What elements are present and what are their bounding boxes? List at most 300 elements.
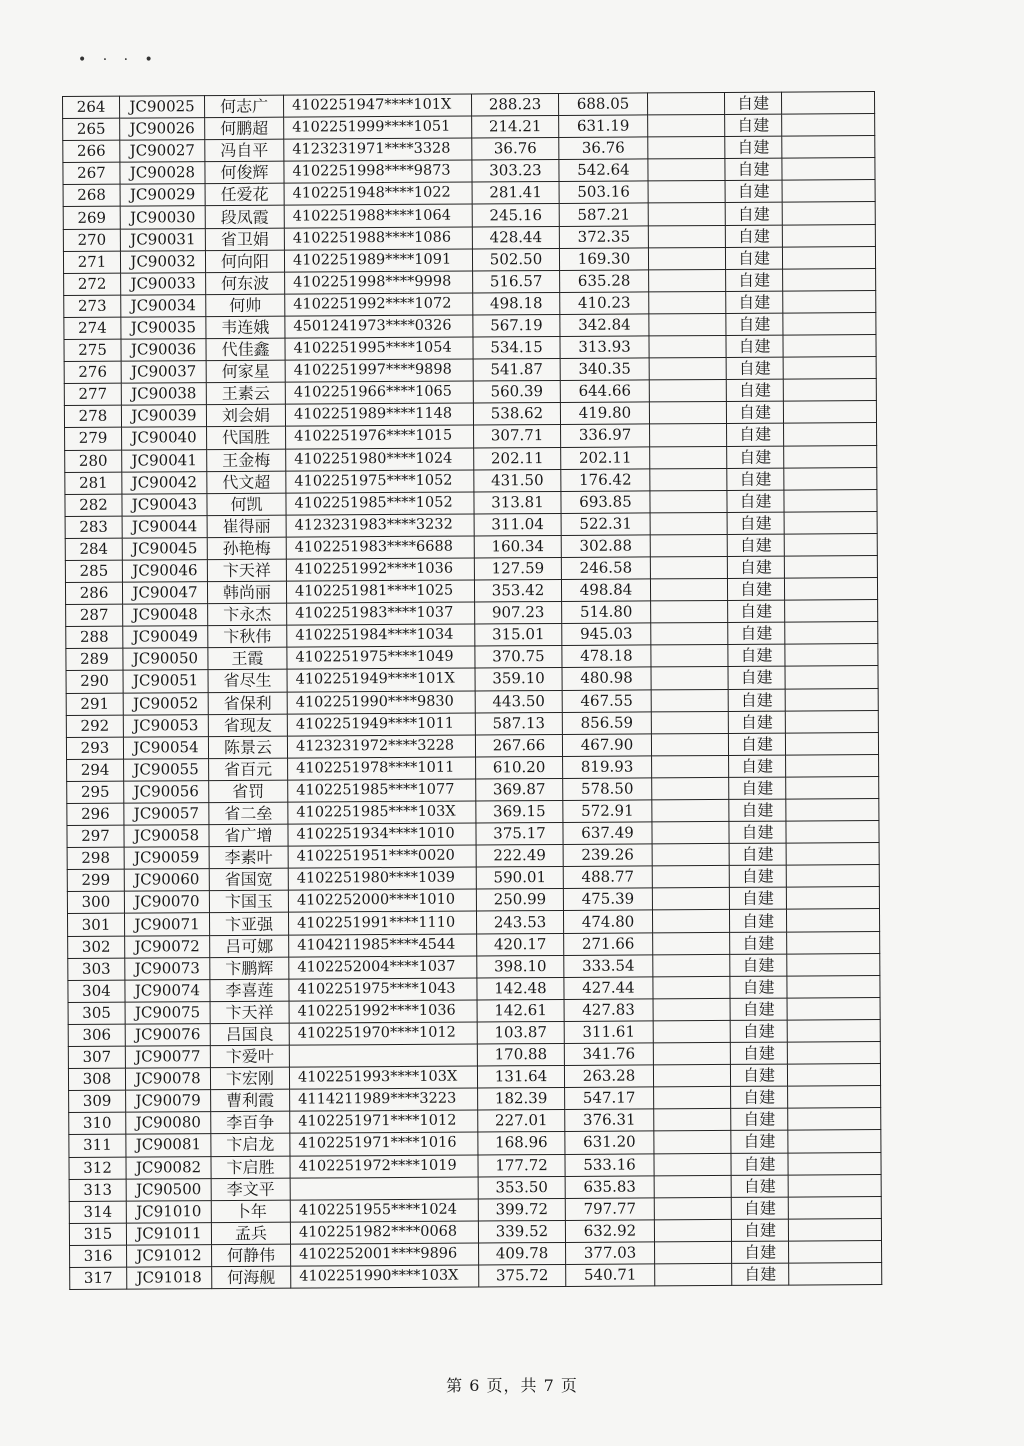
id-number: 4102251983****6688 — [286, 536, 474, 559]
total-value: 856.59 — [562, 712, 651, 735]
person-name: 省尽生 — [208, 670, 287, 693]
blank-cell — [650, 534, 727, 557]
total-value: 311.61 — [564, 1021, 653, 1044]
person-name: 省现友 — [208, 714, 287, 737]
area-value: 369.15 — [476, 800, 563, 823]
area-value: 131.64 — [477, 1066, 564, 1089]
total-value: 635.28 — [560, 270, 649, 293]
blank-cell — [649, 335, 726, 358]
total-value: 540.71 — [566, 1264, 655, 1287]
row-number: 270 — [63, 229, 120, 251]
blank-cell-end — [786, 821, 879, 844]
area-value: 353.42 — [474, 580, 561, 603]
household-code: JC91012 — [127, 1244, 212, 1267]
area-value: 516.57 — [473, 270, 560, 293]
person-name: 卞启胜 — [211, 1156, 290, 1179]
ledger-table — [62, 91, 882, 1290]
row-number: 271 — [63, 251, 120, 273]
blank-cell-end — [785, 666, 878, 689]
build-type: 自建 — [725, 158, 782, 180]
total-value: 372.35 — [559, 225, 648, 248]
person-name: 刘会娟 — [206, 404, 285, 427]
row-number: 299 — [67, 869, 124, 891]
row-number: 308 — [68, 1068, 125, 1090]
total-value: 637.49 — [563, 822, 652, 845]
blank-cell-end — [789, 1240, 882, 1263]
blank-cell — [652, 866, 729, 889]
row-number: 315 — [69, 1223, 126, 1245]
area-value: 399.72 — [478, 1198, 565, 1221]
household-code: JC90071 — [124, 913, 209, 936]
build-type: 自建 — [726, 357, 783, 379]
blank-cell — [654, 1219, 731, 1242]
row-number: 311 — [69, 1135, 126, 1157]
total-value: 819.93 — [563, 756, 652, 779]
person-name: 省卫娟 — [205, 228, 284, 251]
row-number: 302 — [68, 936, 125, 958]
id-number: 4102251951****0020 — [288, 845, 476, 868]
person-name: 省广增 — [209, 824, 288, 847]
total-value: 169.30 — [559, 248, 648, 271]
id-number: 4102251985****1077 — [288, 779, 476, 802]
blank-cell — [650, 468, 727, 491]
blank-cell — [648, 247, 725, 270]
person-name: 任爱花 — [205, 184, 284, 207]
blank-cell — [653, 998, 730, 1021]
blank-cell — [652, 755, 729, 778]
blank-cell-end — [782, 246, 875, 269]
total-value: 342.84 — [560, 314, 649, 337]
blank-cell — [651, 667, 728, 690]
blank-cell-end — [784, 445, 877, 468]
blank-cell-end — [785, 710, 878, 733]
build-type: 自建 — [725, 225, 782, 247]
area-value: 534.15 — [473, 336, 560, 359]
row-number: 310 — [69, 1112, 126, 1134]
blank-cell-end — [787, 953, 880, 976]
row-number: 291 — [66, 693, 123, 715]
blank-cell — [650, 446, 727, 469]
blank-cell — [652, 888, 729, 911]
household-code: JC90047 — [122, 582, 207, 605]
row-number: 313 — [69, 1179, 126, 1201]
row-number: 283 — [65, 516, 122, 538]
total-value: 480.98 — [562, 667, 651, 690]
build-type: 自建 — [730, 954, 787, 976]
person-name: 吕可娜 — [210, 935, 289, 958]
blank-cell-end — [785, 688, 878, 711]
row-number: 265 — [63, 118, 120, 140]
total-value: 427.44 — [564, 977, 653, 1000]
scan-marks: • · · • — [78, 52, 159, 68]
area-value: 420.17 — [477, 933, 564, 956]
household-code: JC90042 — [122, 471, 207, 494]
row-number: 312 — [69, 1157, 126, 1179]
person-name: 韩尚丽 — [207, 581, 286, 604]
area-value: 182.39 — [478, 1088, 565, 1111]
id-number: 4102251997****9898 — [285, 359, 473, 382]
blank-cell-end — [785, 600, 878, 623]
blank-cell-end — [782, 136, 875, 159]
household-code: JC90060 — [124, 869, 209, 892]
person-name: 卞宏刚 — [210, 1067, 289, 1090]
row-number: 307 — [68, 1046, 125, 1068]
id-number: 4102251990****103X — [291, 1265, 479, 1288]
build-type: 自建 — [728, 622, 785, 644]
blank-cell-end — [783, 312, 876, 335]
row-number: 282 — [65, 494, 122, 516]
household-code: JC90075 — [125, 1001, 210, 1024]
person-name: 卞秋伟 — [208, 625, 287, 648]
total-value: 341.76 — [564, 1043, 653, 1066]
blank-cell-end — [788, 1196, 881, 1219]
id-number: 4102251992****1036 — [289, 1000, 477, 1023]
blank-cell-end — [787, 975, 880, 998]
blank-cell-end — [781, 92, 874, 115]
blank-cell — [655, 1263, 732, 1286]
person-name: 何俊辉 — [205, 161, 284, 184]
build-type: 自建 — [726, 401, 783, 423]
blank-cell-end — [784, 423, 877, 446]
blank-cell — [650, 424, 727, 447]
area-value: 170.88 — [477, 1043, 564, 1066]
area-value: 222.49 — [476, 845, 563, 868]
row-number: 304 — [68, 980, 125, 1002]
row-number: 275 — [64, 339, 121, 361]
id-number: 4102251991****1110 — [288, 911, 476, 934]
person-name: 吕国良 — [210, 1023, 289, 1046]
person-name: 卜年 — [211, 1200, 290, 1223]
area-value: 538.62 — [473, 403, 560, 426]
person-name: 卞永杰 — [208, 603, 287, 626]
blank-cell-end — [782, 158, 875, 181]
household-code: JC90026 — [120, 118, 205, 141]
blank-cell-end — [785, 732, 878, 755]
build-type: 自建 — [730, 976, 787, 998]
blank-cell — [650, 512, 727, 535]
build-type: 自建 — [730, 998, 787, 1020]
blank-cell — [651, 689, 728, 712]
blank-cell — [648, 181, 725, 204]
blank-cell — [653, 1065, 730, 1088]
total-value: 246.58 — [561, 557, 650, 580]
row-number: 293 — [66, 737, 123, 759]
blank-cell — [655, 1241, 732, 1264]
total-value: 631.19 — [559, 115, 648, 138]
build-type: 自建 — [728, 733, 785, 755]
blank-cell — [654, 1109, 731, 1132]
build-type: 自建 — [729, 821, 786, 843]
blank-cell-end — [782, 180, 875, 203]
total-value: 631.20 — [565, 1131, 654, 1154]
person-name: 韦连娥 — [206, 316, 285, 339]
row-number: 295 — [67, 781, 124, 803]
area-value: 907.23 — [475, 602, 562, 625]
blank-cell — [653, 954, 730, 977]
row-number: 267 — [63, 162, 120, 184]
blank-cell — [648, 137, 725, 160]
id-number: 4102251934****1010 — [288, 823, 476, 846]
total-value: 202.11 — [561, 446, 650, 469]
row-number: 266 — [63, 140, 120, 162]
total-value: 376.31 — [565, 1109, 654, 1132]
build-type: 自建 — [729, 865, 786, 887]
household-code: JC90077 — [125, 1046, 210, 1069]
blank-cell — [653, 976, 730, 999]
row-number: 273 — [64, 295, 121, 317]
total-value: 693.85 — [561, 491, 650, 514]
total-value: 688.05 — [558, 93, 647, 116]
id-number: 4102251971****1012 — [290, 1110, 478, 1133]
area-value: 567.19 — [473, 314, 560, 337]
build-type: 自建 — [731, 1108, 788, 1130]
total-value: 333.54 — [564, 955, 653, 978]
row-number: 284 — [65, 538, 122, 560]
household-code: JC90078 — [125, 1068, 210, 1091]
area-value: 428.44 — [472, 226, 559, 249]
area-value: 142.61 — [477, 999, 564, 1022]
household-code: JC90051 — [123, 670, 208, 693]
blank-cell — [649, 313, 726, 336]
build-type: 自建 — [727, 446, 784, 468]
area-value: 431.50 — [474, 469, 561, 492]
area-value: 250.99 — [476, 889, 563, 912]
area-value: 160.34 — [474, 535, 561, 558]
blank-cell-end — [784, 511, 877, 534]
total-value: 547.17 — [565, 1087, 654, 1110]
row-number: 269 — [63, 207, 120, 229]
blank-cell-end — [783, 379, 876, 402]
id-number: 4102251966****1065 — [285, 381, 473, 404]
person-name: 何志广 — [205, 95, 284, 118]
household-code: JC91011 — [126, 1222, 211, 1245]
id-number: 4102251975****1052 — [286, 470, 474, 493]
blank-cell-end — [784, 578, 877, 601]
person-name: 李百争 — [211, 1111, 290, 1134]
household-code: JC90500 — [126, 1178, 211, 1201]
id-number: 4102251992****1036 — [286, 558, 474, 581]
area-value: 303.23 — [472, 160, 559, 183]
id-number: 4102251998****9998 — [285, 271, 473, 294]
person-name: 省百元 — [209, 758, 288, 781]
household-code: JC90035 — [121, 317, 206, 340]
build-type: 自建 — [728, 711, 785, 733]
build-type: 自建 — [725, 203, 782, 225]
build-type: 自建 — [731, 1175, 788, 1197]
area-value: 315.01 — [475, 624, 562, 647]
area-value: 214.21 — [472, 116, 559, 139]
id-number: 4102251985****1052 — [286, 492, 474, 515]
household-code: JC90045 — [122, 537, 207, 560]
blank-cell-end — [782, 114, 875, 137]
household-code: JC90044 — [122, 515, 207, 538]
row-number: 280 — [65, 450, 122, 472]
area-value: 375.17 — [476, 823, 563, 846]
person-name: 省罚 — [209, 780, 288, 803]
area-value: 498.18 — [473, 292, 560, 315]
blank-cell-end — [786, 843, 879, 866]
row-number: 264 — [63, 96, 120, 118]
household-code: JC90073 — [125, 957, 210, 980]
household-code: JC90029 — [120, 184, 205, 207]
total-value: 239.26 — [563, 844, 652, 867]
area-value: 590.01 — [476, 867, 563, 890]
total-value: 644.66 — [560, 380, 649, 403]
id-number: 4123231971****3328 — [284, 138, 472, 161]
build-type: 自建 — [727, 468, 784, 490]
person-name: 卞国玉 — [209, 891, 288, 914]
person-name: 李喜莲 — [210, 979, 289, 1002]
person-name: 孟兵 — [211, 1222, 290, 1245]
household-code: JC90052 — [123, 692, 208, 715]
total-value: 514.80 — [562, 601, 651, 624]
blank-cell — [650, 490, 727, 513]
person-name: 省保利 — [208, 692, 287, 715]
id-number: 4102251980****1039 — [288, 867, 476, 890]
row-number: 286 — [65, 582, 122, 604]
area-value: 370.75 — [475, 646, 562, 669]
build-type: 自建 — [731, 1219, 788, 1241]
blank-cell-end — [782, 202, 875, 225]
blank-cell — [652, 822, 729, 845]
total-value: 377.03 — [566, 1242, 655, 1265]
person-name: 何东波 — [206, 272, 285, 295]
ledger-body — [63, 92, 882, 1290]
build-type: 自建 — [726, 379, 783, 401]
build-type: 自建 — [724, 92, 781, 114]
blank-cell-end — [786, 799, 879, 822]
id-number: 4123231983****3232 — [286, 514, 474, 537]
blank-cell-end — [787, 1019, 880, 1042]
person-name: 卞鹏辉 — [210, 957, 289, 980]
blank-cell-end — [787, 997, 880, 1020]
row-number: 277 — [64, 383, 121, 405]
blank-cell — [649, 358, 726, 381]
household-code: JC90079 — [126, 1090, 211, 1113]
person-name: 省二垒 — [209, 802, 288, 825]
total-value: 478.18 — [562, 645, 651, 668]
blank-cell — [654, 1197, 731, 1220]
row-number: 285 — [65, 560, 122, 582]
build-type: 自建 — [729, 843, 786, 865]
person-name: 代佳鑫 — [206, 338, 285, 361]
row-number: 301 — [67, 914, 124, 936]
blank-cell — [650, 579, 727, 602]
household-code: JC90043 — [122, 493, 207, 516]
id-number: 4114211989****3223 — [290, 1088, 478, 1111]
blank-cell-end — [787, 1064, 880, 1087]
id-number: 4102251975****1043 — [289, 978, 477, 1001]
household-code: JC90033 — [121, 272, 206, 295]
household-code: JC90034 — [121, 294, 206, 317]
row-number: 274 — [64, 317, 121, 339]
total-value: 542.64 — [559, 159, 648, 182]
household-code: JC90027 — [120, 140, 205, 163]
id-number: 4102252004****1037 — [289, 956, 477, 979]
blank-cell — [652, 844, 729, 867]
ledger-table-wrapper — [62, 91, 882, 1290]
total-value: 313.93 — [560, 336, 649, 359]
blank-cell-end — [789, 1262, 882, 1285]
total-value: 572.91 — [563, 800, 652, 823]
household-code: JC90046 — [122, 560, 207, 583]
row-number: 292 — [66, 715, 123, 737]
row-number: 268 — [63, 185, 120, 207]
row-number: 298 — [67, 847, 124, 869]
build-type: 自建 — [729, 910, 786, 932]
household-code: JC90080 — [126, 1112, 211, 1135]
household-code: JC91018 — [127, 1267, 212, 1290]
total-value: 419.80 — [560, 402, 649, 425]
row-number: 305 — [68, 1002, 125, 1024]
blank-cell — [649, 380, 726, 403]
build-type: 自建 — [726, 269, 783, 291]
row-number: 281 — [65, 472, 122, 494]
blank-cell-end — [788, 1130, 881, 1153]
person-name: 段凤霞 — [205, 206, 284, 229]
row-number: 314 — [69, 1201, 126, 1223]
blank-cell-end — [786, 887, 879, 910]
area-value: 202.11 — [474, 447, 561, 470]
build-type: 自建 — [726, 291, 783, 313]
id-number: 4102251947****101X — [283, 94, 471, 117]
household-code: JC90057 — [124, 803, 209, 826]
person-name: 何海舰 — [212, 1266, 291, 1289]
blank-cell-end — [787, 1042, 880, 1065]
blank-cell-end — [786, 909, 879, 932]
total-value: 467.55 — [562, 689, 651, 712]
blank-cell — [653, 1020, 730, 1043]
blank-cell-end — [783, 357, 876, 380]
area-value: 353.50 — [478, 1176, 565, 1199]
area-value: 267.66 — [475, 734, 562, 757]
blank-cell-end — [788, 1086, 881, 1109]
area-value: 127.59 — [474, 557, 561, 580]
household-code: JC90056 — [124, 781, 209, 804]
person-name: 卞启龙 — [211, 1134, 290, 1157]
household-code: JC90040 — [122, 427, 207, 450]
household-code: JC90076 — [125, 1024, 210, 1047]
area-value: 541.87 — [473, 359, 560, 382]
id-number: 4102251949****101X — [287, 668, 475, 691]
id-number: 4102251975****1049 — [287, 646, 475, 669]
build-type: 自建 — [728, 667, 785, 689]
blank-cell — [649, 269, 726, 292]
area-value: 375.72 — [479, 1264, 566, 1287]
person-name: 王素云 — [206, 382, 285, 405]
id-number: 4102251980****1024 — [286, 447, 474, 470]
blank-cell-end — [786, 776, 879, 799]
build-type: 自建 — [727, 534, 784, 556]
id-number: 4102251998****9873 — [284, 160, 472, 183]
area-value: 369.87 — [476, 778, 563, 801]
build-type: 自建 — [725, 136, 782, 158]
blank-cell — [651, 623, 728, 646]
person-name: 王霞 — [208, 647, 287, 670]
household-code: JC90049 — [123, 626, 208, 649]
build-type: 自建 — [727, 556, 784, 578]
household-code: JC90036 — [121, 339, 206, 362]
household-code: JC90058 — [124, 825, 209, 848]
blank-cell — [647, 92, 724, 115]
household-code: JC90025 — [120, 96, 205, 119]
person-name: 省国宽 — [209, 868, 288, 891]
blank-cell-end — [787, 931, 880, 954]
total-value: 488.77 — [563, 866, 652, 889]
area-value: 313.81 — [474, 491, 561, 514]
row-number: 303 — [68, 958, 125, 980]
build-type: 自建 — [727, 578, 784, 600]
